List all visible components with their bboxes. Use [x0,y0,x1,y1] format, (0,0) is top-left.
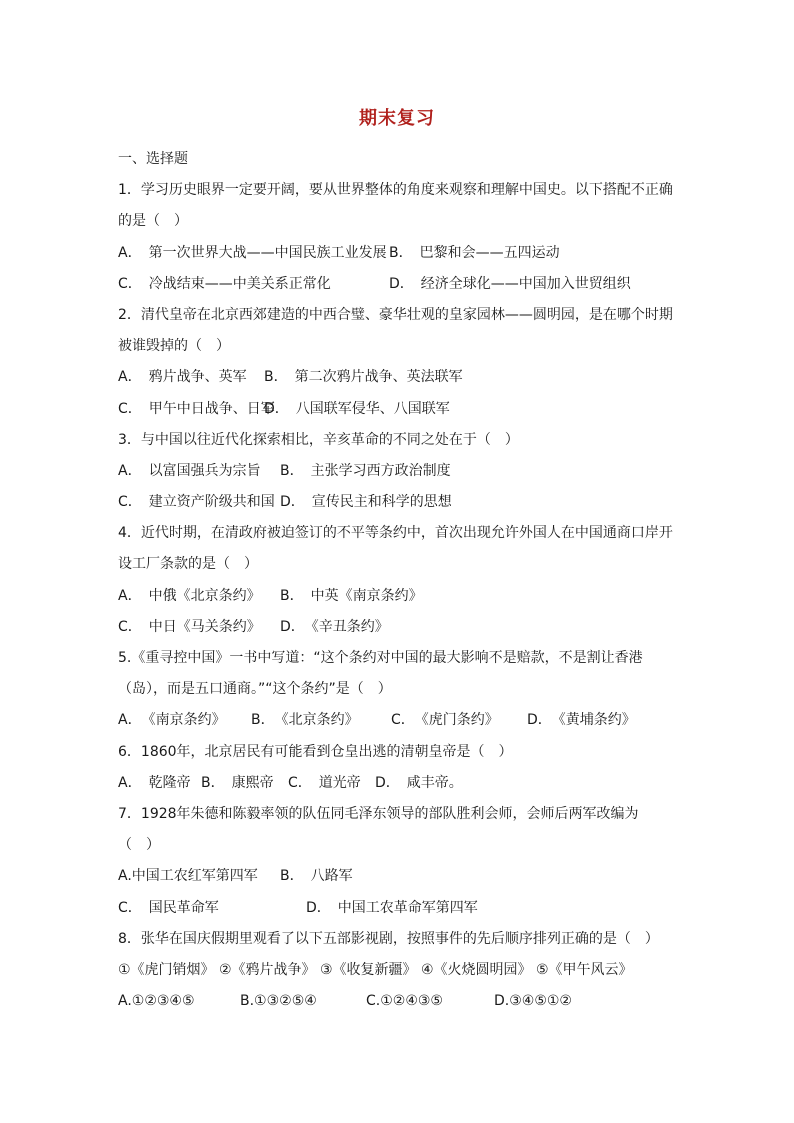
option-b[interactable]: B． 中英《南京条约》 [280,587,423,604]
option-d[interactable]: D． 中国工农革命军第四军 [306,899,478,916]
question-8-options [118,986,678,1017]
option-d[interactable]: D． 咸丰帝。 [375,774,463,791]
option-a[interactable]: A． 以富国强兵为宗旨 [118,462,261,479]
option-c[interactable]: C． 甲午中日战争、日军 [118,400,275,417]
option-b[interactable]: B． 《北京条约》 [251,712,359,729]
option-a[interactable]: A.中国工农红军第四军 [118,868,258,885]
option-a[interactable]: A． 鸦片战争、英军 [118,369,247,386]
question-2-text: 被谁毁掉的（ ） [118,338,230,355]
question-7-text: 7．1928年朱德和陈毅率领的队伍同毛泽东领导的部队胜利会师，会师后两军改编为 [118,805,639,822]
option-d[interactable]: D． 经济全球化——中国加入世贸组织 [389,275,631,292]
option-a[interactable]: A． 中俄《北京条约》 [118,587,261,604]
option-a[interactable]: A.①②③④⑤ [118,993,195,1010]
question-list [118,144,678,1017]
option-d[interactable]: D． 宣传民主和科学的思想 [280,494,452,511]
question-7-options [118,893,678,924]
question-7-options [118,861,678,892]
question-1-text: 的是（ ） [118,213,188,230]
option-c[interactable]: C． 国民革命军 [118,899,219,916]
option-b[interactable]: B． 八路军 [280,868,353,885]
question-4-options [118,612,678,643]
option-d[interactable]: D． 《黄埔条约》 [527,712,636,729]
question-5-text: 5.《重寻控中国》一书中写道：“这个条约对中国的最大影响不是赔款，不是割让香港 [118,650,643,666]
option-c[interactable]: C． 冷战结束——中美关系正常化 [118,275,331,292]
question-1-options [118,269,678,300]
option-b[interactable]: B． 康熙帝 [201,774,274,791]
option-b[interactable]: B． 巴黎和会——五四运动 [389,244,560,261]
option-c[interactable]: C． 道光帝 [288,774,361,791]
question-6-options [118,768,678,799]
question-4-options [118,581,678,612]
question-6-text: 6．1860年，北京居民有可能看到仓皇出逃的清朝皇帝是（ ） [118,743,513,760]
option-d[interactable]: D． 八国联军侵华、八国联军 [264,400,450,417]
question-5-options [118,705,678,736]
page-title: 期末复习 [359,108,435,129]
section-heading: 一、选择题 [118,151,188,167]
question-7-text: （ ） [118,837,160,854]
option-a[interactable]: A． 乾隆帝 [118,774,191,791]
question-2-options [118,362,678,393]
question-2-text: 2．清代皇帝在北京西郊建造的中西合璧、豪华壮观的皇家园林——圆明园，是在哪个时期 [118,306,673,323]
option-d[interactable]: D.③④⑤①② [494,993,572,1010]
option-b[interactable]: B． 第二次鸦片战争、英法联军 [264,369,463,386]
question-3-options [118,456,678,487]
question-5-text: （岛），而是五口通商。”“这个条约”是（ ） [118,681,392,698]
question-2-options [118,394,678,425]
question-1-options [118,238,678,269]
question-4-text: 设工厂条款的是（ ） [118,556,258,573]
option-c[interactable]: C． 建立资产阶级共和国 [118,494,275,511]
option-c[interactable]: C.①②④③⑤ [366,993,443,1010]
option-c[interactable]: C． 中日《马关条约》 [118,618,261,635]
option-d[interactable]: D． 《辛丑条约》 [280,618,389,635]
question-3-text: 3．与中国以往近代化探索相比，辛亥革命的不同之处在于（ ） [118,431,519,448]
question-1-text: 1．学习历史眼界一定要开阔，要从世界整体的角度来观察和理解中国史。以下搭配不正确 [118,182,673,199]
question-3-options [118,487,678,518]
option-a[interactable]: A． 《南京条约》 [118,712,226,729]
option-c[interactable]: C． 《虎门条约》 [391,712,499,729]
question-8-text: 8．张华在国庆假期里观看了以下五部影视剧，按照事件的先后顺序排列正确的是（ ） [118,930,659,947]
option-b[interactable]: B． 主张学习西方政治制度 [280,462,451,479]
question-4-text: 4．近代时期，在清政府被迫签订的不平等条约中，首次出现允许外国人在中国通商口岸开 [118,525,673,542]
option-b[interactable]: B.①③②⑤④ [240,993,317,1010]
question-8-text: ①《虎门销烟》 ②《鸦片战争》 ③《收复新疆》 ④《火烧圆明园》 ⑤《甲午风云》 [118,961,633,978]
option-a[interactable]: A． 第一次世界大战——中国民族工业发展 [118,244,387,261]
